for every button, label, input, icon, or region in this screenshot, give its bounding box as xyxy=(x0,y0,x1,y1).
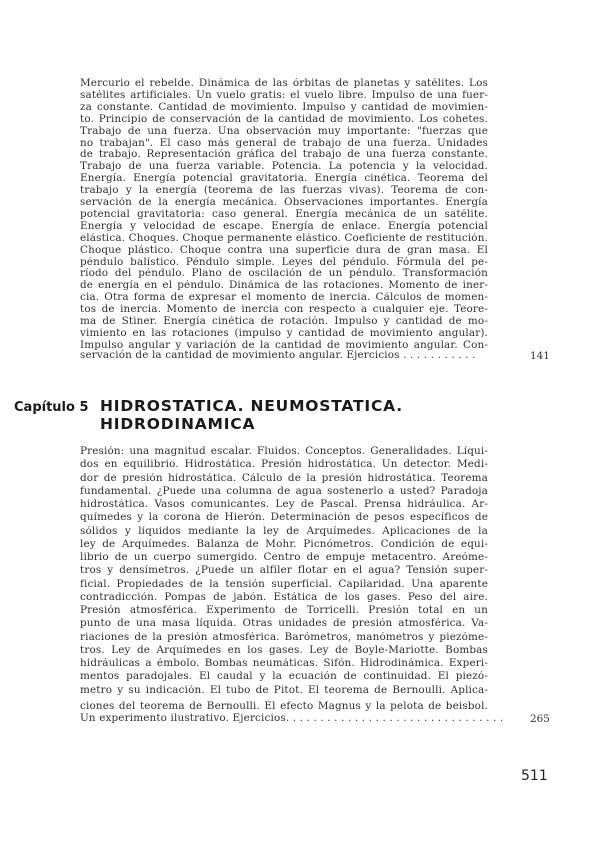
toc-line: fundamental. ¿Puede una columna de agua sostenerlo a usted? Paradoja xyxy=(80,485,488,497)
toc-line: Presión atmosférica. Experimento de Torricelli. Presión total en un xyxy=(80,605,488,616)
chapter-title-line-1: HIDROSTATICA. NEUMOSTATICA. xyxy=(100,397,403,415)
toc-section-2-last-line: Un experimento ilustrativo. Ejercicios. . . . . . . . . . . . . . . . . . . . . . . . . . . . . . . . xyxy=(80,712,504,724)
toc-line: elástica. Choques. Choque permanente elástico. Coeficiente de restitución. xyxy=(80,232,488,244)
toc-line: Choque plástico. Choque contra una superficie dura de gran masa. El xyxy=(80,244,488,256)
toc-line: ley de Arquímedes. Balanza de Mohr. Picnómetros. Condición de equi- xyxy=(80,538,488,550)
toc-line: to. Principio de conservación de la cantidad de movimiento. Los cohetes. xyxy=(80,113,488,125)
toc-line: Energía y velocidad de escape. Energía de enlace. Energía potencial xyxy=(80,220,488,232)
toc-section-1-last-line: servación de la cantidad de movimiento angular. Ejercicios . . . . . . . . . . . xyxy=(80,349,476,361)
toc-line: potencial gravitatoria: caso general. Energía mecánica de un satélite. xyxy=(80,208,488,220)
toc-line: punto de una masa líquida. Otras unidades de presión atmosférica. Va- xyxy=(80,618,488,630)
toc-section-2-extra-line: ciones del teorema de Bernoulli. El efecto Magnus y la pelota de beisbol. xyxy=(80,701,488,712)
toc-line: riaciones de la presión atmosférica. Barómetros, manómetros y piezóme- xyxy=(80,631,488,643)
toc-line: Trabajo de una fuerza variable. Potencia. La potencia y la velocidad. xyxy=(80,161,488,173)
toc-line: za constante. Cantidad de movimiento. Impulso y cantidad de movimien- xyxy=(80,101,488,113)
toc-line: Trabajo de una fuerza. Una observación muy importante: "fuerzas que xyxy=(80,125,488,137)
toc-line: ficial. Propiedades de la tensión superficial. Capilaridad. Una aparente xyxy=(80,578,488,590)
toc-line: tros. Ley de Arquímedes en los gases. Ley de Boyle-Mariotte. Bombas xyxy=(80,644,488,656)
toc-line: Impulso angular y variación de la cantidad de movimiento angular. Con- xyxy=(80,339,488,351)
toc-line: no trabajan". El caso más general de trabajo de una fuerza. Unidades xyxy=(80,137,488,149)
toc-line: mentos paradojales. El caudal y la ecuación de continuidad. El piezó- xyxy=(80,671,488,683)
toc-line: Energía. Energía potencial gravitatoria. Energía cinética. Teorema del xyxy=(80,173,488,185)
toc-line: cia. Otra forma de expresar el momento de inercia. Cálculos de momen- xyxy=(80,292,488,304)
toc-line: hidráulicas a émbolo. Bombas neumáticas. Sifón. Hidrodinámica. Experi- xyxy=(80,658,488,669)
toc-line: satélites artificiales. Un vuelo gratis: el vuelo libre. Impulso de una fuer- xyxy=(80,89,488,101)
toc-line: tros y densímetros. ¿Puede un alfiler flotar en el agua? Tensión super- xyxy=(80,565,488,577)
toc-line: Mercurio el rebelde. Dinámica de las órbitas de planetas y satélites. Los xyxy=(80,78,488,89)
toc-line: péndulo balístico. Péndulo simple. Leyes del péndulo. Fórmula del pe- xyxy=(80,256,488,268)
toc-line: químedes y la corona de Hierón. Determinación de pesos específicos de xyxy=(80,512,488,524)
toc-line: librio de un cuerpo sumergido. Centro de empuje metacentro. Areóme- xyxy=(80,552,488,563)
toc-line: trabajo y la energía (teorema de las fuerzas vivas). Teorema de con- xyxy=(80,185,488,197)
page-number: 511 xyxy=(521,768,548,784)
chapter-label: Capítulo 5 xyxy=(14,400,89,415)
toc-line: contradicción. Pompas de jabón. Estática de los gases. Peso del aire. xyxy=(80,591,488,603)
chapter-title-line-2: HIDRODINAMICA xyxy=(100,415,256,433)
toc-line: dor de presión hidrostática. Cálculo de la presión hidrostática. Teorema xyxy=(80,472,488,484)
toc-line: ríodo del péndulo. Plano de oscilación de un péndulo. Transformación xyxy=(80,268,488,280)
toc-line: metro y su indicación. El tubo de Pitot. El teorema de Bernoulli. Aplica- xyxy=(80,684,488,696)
toc-line: dos en equilibrio. Hidrostática. Presión hidrostática. Un detector. Medi- xyxy=(80,459,488,471)
page-ref-265: 265 xyxy=(530,713,550,725)
toc-line: de trabajo. Representación gráfica del trabajo de una fuerza constante. xyxy=(80,149,488,161)
page-ref-141: 141 xyxy=(530,350,550,362)
toc-line: hidrostática. Vasos comunicantes. Ley de Pascal. Prensa hidráulica. Ar- xyxy=(80,499,488,510)
toc-line: ma de Stiner. Energía cinética de rotación. Impulso y cantidad de mo- xyxy=(80,316,488,327)
toc-line: vimiento en las rotaciones (impulso y cantidad de movimiento angular). xyxy=(80,327,488,339)
toc-line: tos de inercia. Momento de inercia con respecto a cualquier eje. Teore- xyxy=(80,304,488,316)
toc-line: sólidos y líquidos mediante la ley de Arquímedes. Aplicaciones de la xyxy=(80,525,488,537)
toc-line: de energía en el péndulo. Dinámica de las rotaciones. Momento de iner- xyxy=(80,280,488,292)
toc-line: Presión: una magnitud escalar. Fluidos. Conceptos. Generalidades. Líqui- xyxy=(80,446,488,457)
toc-line: servación de la energía mecánica. Observaciones importantes. Energía xyxy=(80,197,488,208)
